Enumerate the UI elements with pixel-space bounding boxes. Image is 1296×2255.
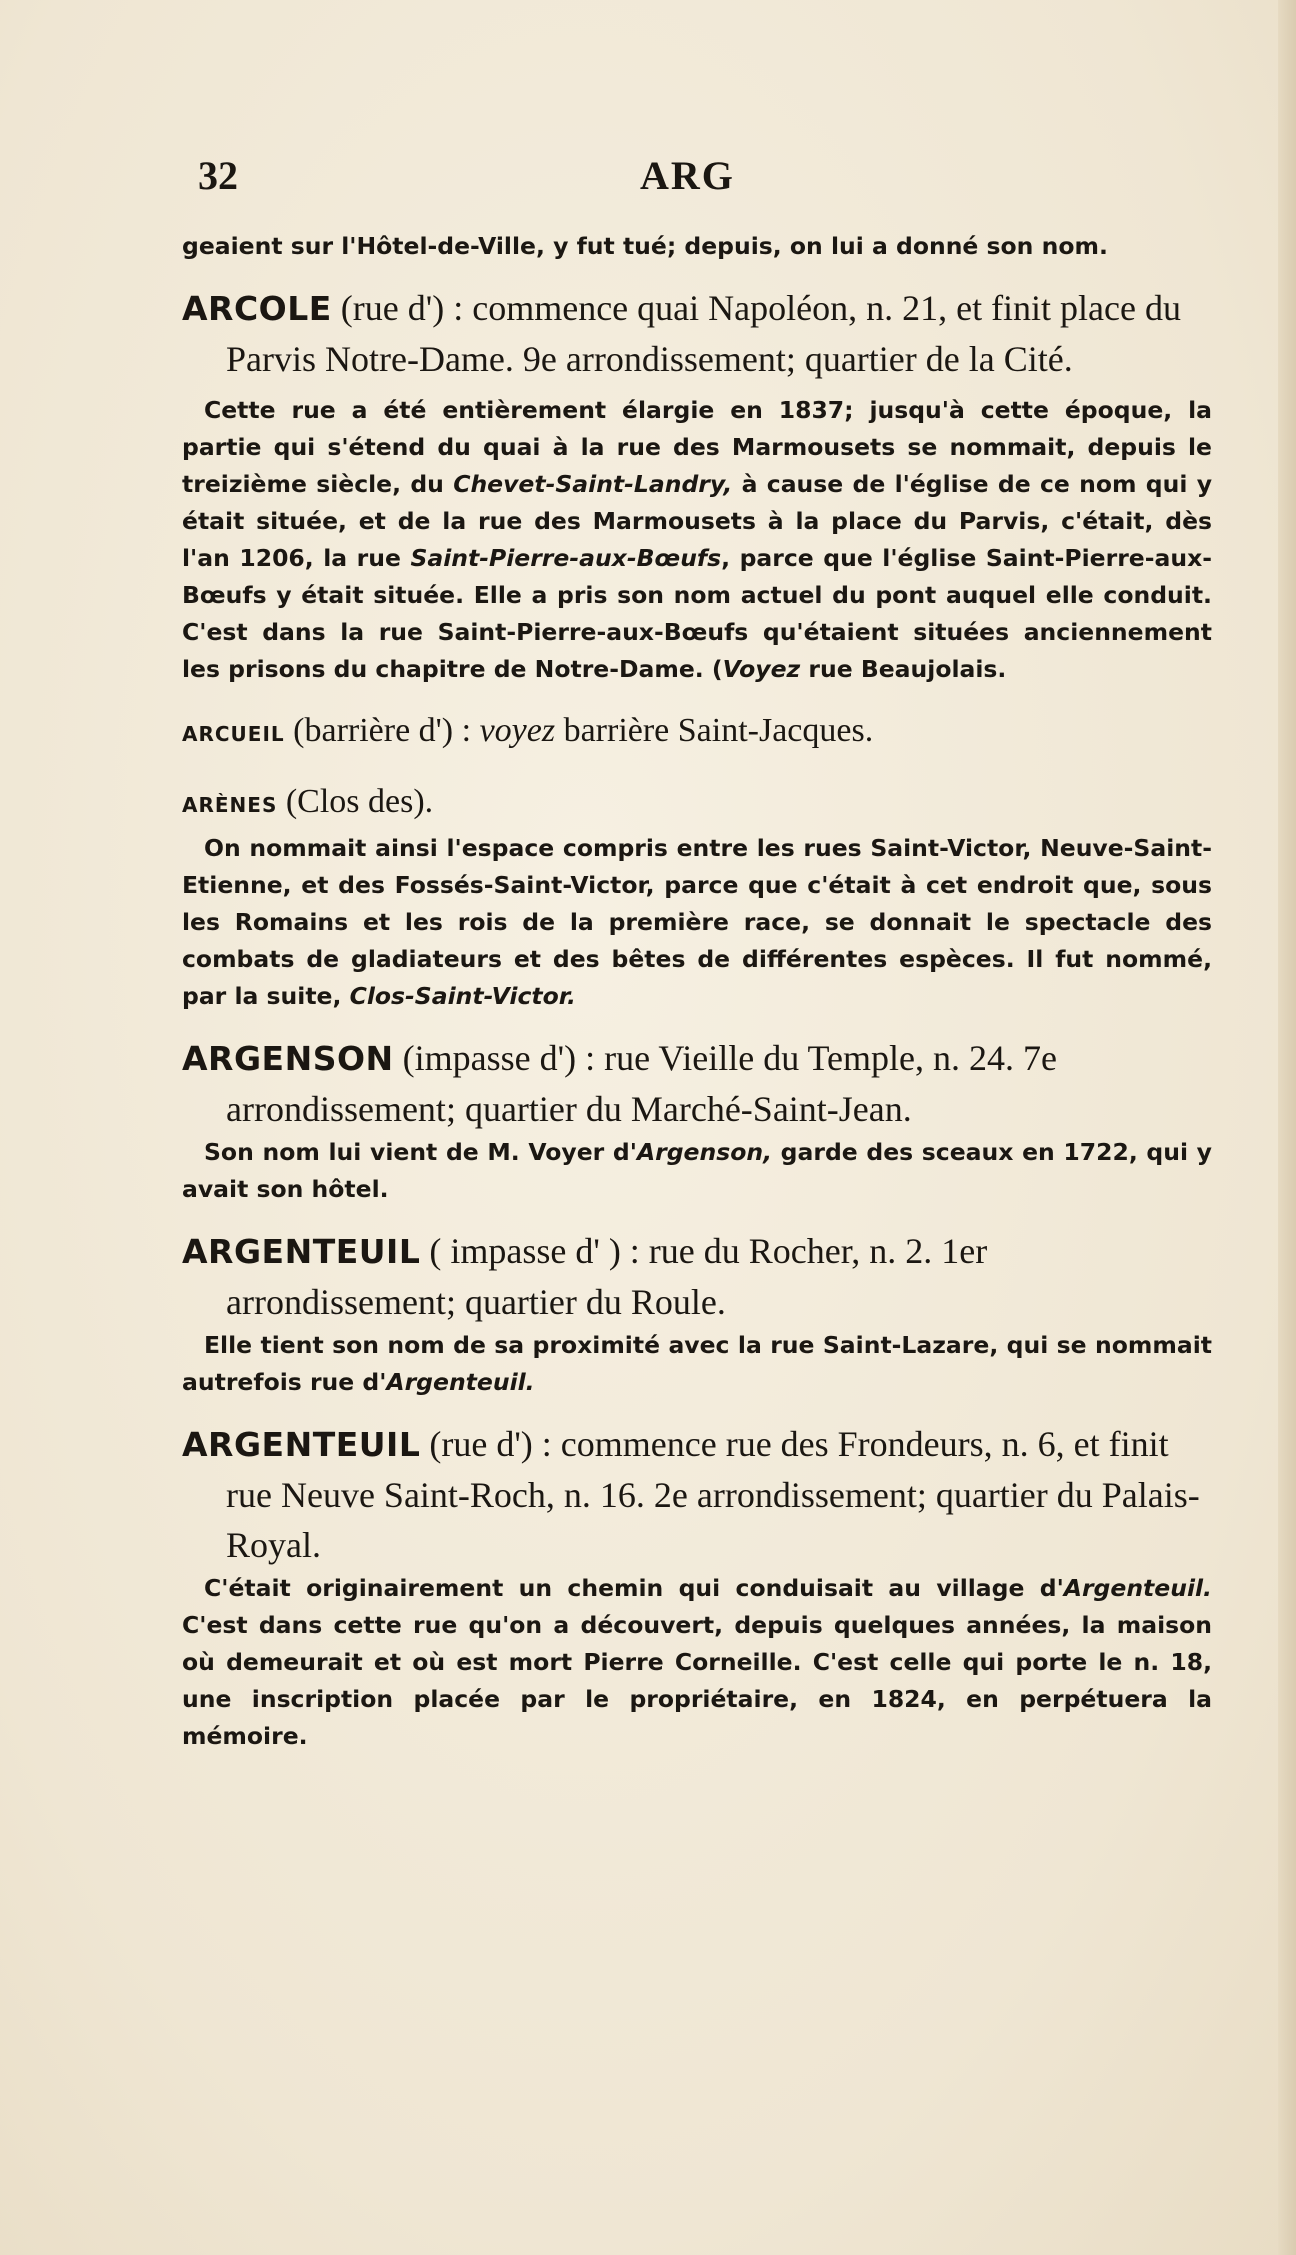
entry-location: (Clos des). bbox=[277, 783, 434, 820]
entry-name: ARCOLE bbox=[182, 289, 332, 328]
description-italic: Saint-Pierre-aux-Bœufs bbox=[410, 544, 722, 572]
entry-description bbox=[182, 830, 1212, 1015]
description-text: C'était originairement un chemin qui conduisait au village d' bbox=[204, 1574, 1064, 1602]
entry-arenes bbox=[182, 777, 1212, 1015]
description-text: à cause de l'église de ce nom qui y était située, et de la rue des Marmousets à la place du Parvis, c'était, dès l'an 1206, la rue bbox=[182, 470, 1213, 572]
entry-heading bbox=[182, 1419, 1212, 1570]
entry-name: ARGENSON bbox=[182, 1039, 394, 1078]
description-text: C'est dans cette rue qu'on a découvert, depuis quelques années, la maison où demeurait et où est mort Pierre Corneille. C'est celle qui porte le n. 18, une inscription placée par le propriétaire, en 1824, en perpétuera la mémoire. bbox=[182, 1611, 1212, 1750]
description-text: On nommait ainsi l'espace compris entre les rues Saint-Victor, Neuve-Saint-Etienne, et des Fossés-Saint-Victor, parce que c'était à cet endroit que, sous les Romains et les rois de la première race, se donnait le spectacle des combats de gladiateurs et des bêtes de différentes espèces. Il fut nommé, par la suite, bbox=[182, 834, 1212, 1010]
entry-heading bbox=[182, 706, 1212, 759]
description-text: rue Beaujolais. bbox=[800, 655, 1007, 683]
description-italic: Argenson, bbox=[636, 1138, 773, 1166]
entry-description bbox=[182, 392, 1212, 688]
description-italic: Argenteuil. bbox=[1063, 1574, 1212, 1602]
entry-description bbox=[182, 1570, 1212, 1755]
description-text: Son nom lui vient de M. Voyer d' bbox=[204, 1138, 637, 1166]
entry-location: (rue d') : commence quai Napoléon, n. 21, et finit place du Parvis Notre-Dame. 9e arrondissement; quartier de la Cité. bbox=[226, 288, 1181, 379]
running-head: ARG bbox=[640, 153, 735, 198]
entry-location: barrière Saint-Jacques. bbox=[555, 712, 874, 749]
entry-name: ARGENTEUIL bbox=[182, 1232, 421, 1271]
description-text: Elle tient son nom de sa proximité avec la rue Saint-Lazare, qui se nommait autrefois rue d' bbox=[182, 1331, 1212, 1396]
entry-name: ARÈNES bbox=[182, 793, 278, 817]
entry-location: (barrière d') : bbox=[284, 712, 480, 749]
entry-location: (rue d') : commence rue des Frondeurs, n. 6, et finit rue Neuve Saint-Roch, n. 16. 2e arrondissement; quartier du Palais-Royal. bbox=[226, 1424, 1200, 1565]
page-header bbox=[188, 152, 1196, 202]
entry-description bbox=[182, 1134, 1212, 1208]
entry-arcole bbox=[182, 283, 1212, 688]
description-text: Cette rue a été entièrement élargie en 1837; jusqu'à cette époque, la partie qui s'étend du quai à la rue des Marmousets se nommait, depuis le treizième siècle, du bbox=[182, 396, 1212, 498]
entry-name: ARCUEIL bbox=[182, 722, 285, 746]
entry-location-italic: voyez bbox=[479, 712, 556, 749]
page-number: 32 bbox=[198, 153, 238, 198]
entry-description bbox=[182, 1327, 1212, 1401]
entry-heading bbox=[182, 1033, 1212, 1134]
entry-argenteuil-rue bbox=[182, 1419, 1212, 1755]
entry-heading bbox=[182, 283, 1212, 384]
description-italic: Clos-Saint-Victor. bbox=[349, 982, 576, 1010]
page-content bbox=[182, 228, 1212, 1755]
description-italic: Chevet-Saint-Landry, bbox=[453, 470, 733, 498]
description-italic: Voyez bbox=[722, 655, 801, 683]
intro-paragraph: geaient sur l'Hôtel-de-Ville, y fut tué; depuis, on lui a donné son nom. bbox=[182, 232, 1108, 260]
entry-argenson bbox=[182, 1033, 1212, 1208]
description-italic: Argenteuil. bbox=[386, 1368, 535, 1396]
description-text: garde des sceaux en 1722, qui y avait son hôtel. bbox=[182, 1138, 1213, 1203]
page-edge bbox=[1278, 0, 1296, 2255]
entry-heading bbox=[182, 1226, 1212, 1327]
entry-heading bbox=[182, 777, 1212, 830]
entry-name: ARGENTEUIL bbox=[182, 1425, 421, 1464]
description-text: , parce que l'église Saint-Pierre-aux-Bœufs y était située. Elle a pris son nom actuel du pont auquel elle conduit. C'est dans la rue Saint-Pierre-aux-Bœufs qu'étaient situées anciennement les prisons du chapitre de Notre-Dame. ( bbox=[182, 544, 1212, 683]
entry-argenteuil-impasse bbox=[182, 1226, 1212, 1401]
entry-arcueil bbox=[182, 706, 1212, 759]
entry-location: ( impasse d' ) : rue du Rocher, n. 2. 1er arrondissement; quartier du Roule. bbox=[226, 1231, 988, 1322]
entry-location: (impasse d') : rue Vieille du Temple, n. 24. 7e arrondissement; quartier du Marché-Saint-Jean. bbox=[226, 1038, 1057, 1129]
